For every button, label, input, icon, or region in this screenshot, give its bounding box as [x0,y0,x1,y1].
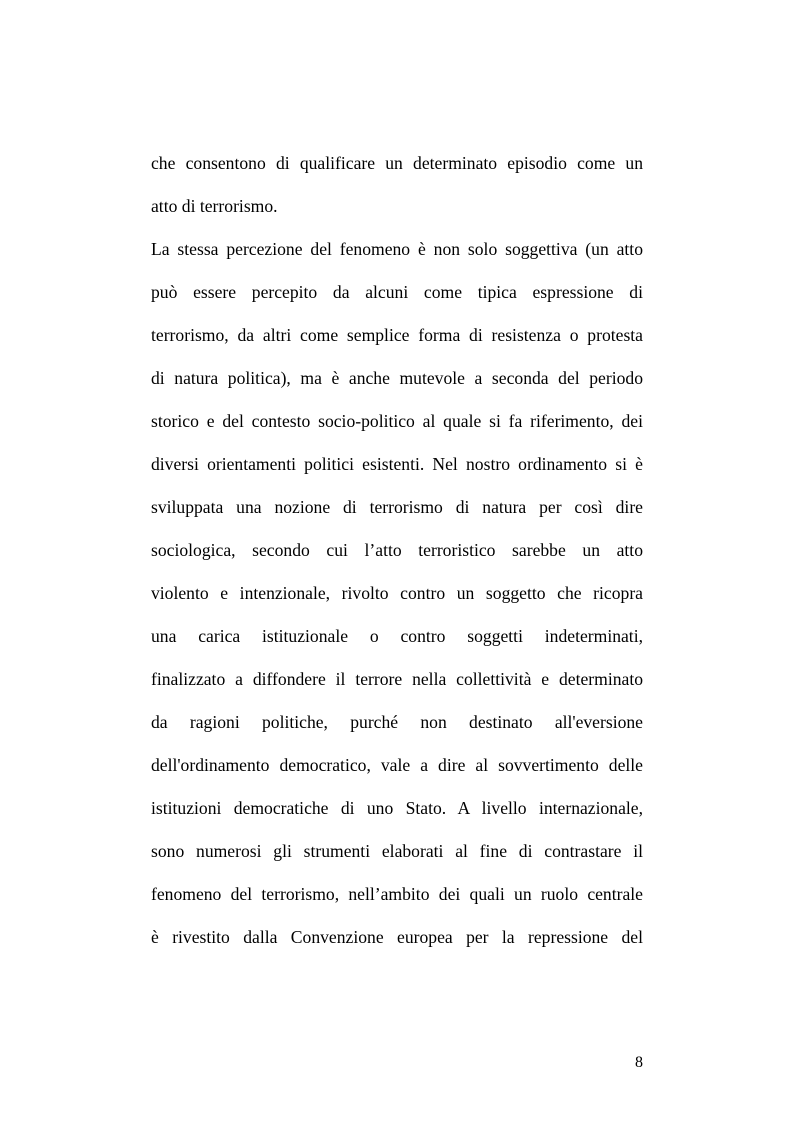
text-line: che consentono di qualificare un determinato episodio come un [151,153,643,173]
text-line: La stessa percezione del fenomeno è non solo soggettiva (un atto [151,239,643,259]
text-line: sono numerosi gli strumenti elaborati al fine di contrastare il [151,841,643,861]
text-line: storico e del contesto socio-politico al quale si fa riferimento, dei [151,411,643,431]
text-line: da ragioni politiche, purché non destinato all'eversione [151,712,643,732]
text-line: sociologica, secondo cui l’atto terroristico sarebbe un atto [151,540,643,560]
text-line: fenomeno del terrorismo, nell’ambito dei quali un ruolo centrale [151,884,643,904]
text-line: terrorismo, da altri come semplice forma di resistenza o protesta [151,325,643,345]
text-line: istituzioni democratiche di uno Stato. A livello internazionale, [151,798,643,818]
text-line: finalizzato a diffondere il terrore nella collettività e determinato [151,669,643,689]
body-text [151,146,643,963]
text-line: una carica istituzionale o contro soggetti indeterminati, [151,626,643,646]
text-line: sviluppata una nozione di terrorismo di natura per così dire [151,497,643,517]
page-number: 8 [635,1054,643,1071]
text-line: atto di terrorismo. [151,196,278,216]
text-line: dell'ordinamento democratico, vale a dire al sovvertimento delle [151,755,643,775]
text-line: è rivestito dalla Convenzione europea per la repressione del [151,927,643,947]
text-line: può essere percepito da alcuni come tipica espressione di [151,282,643,302]
text-line: di natura politica), ma è anche mutevole a seconda del periodo [151,368,643,388]
text-line: violento e intenzionale, rivolto contro un soggetto che ricopra [151,583,643,603]
text-line: diversi orientamenti politici esistenti. Nel nostro ordinamento si è [151,454,643,474]
